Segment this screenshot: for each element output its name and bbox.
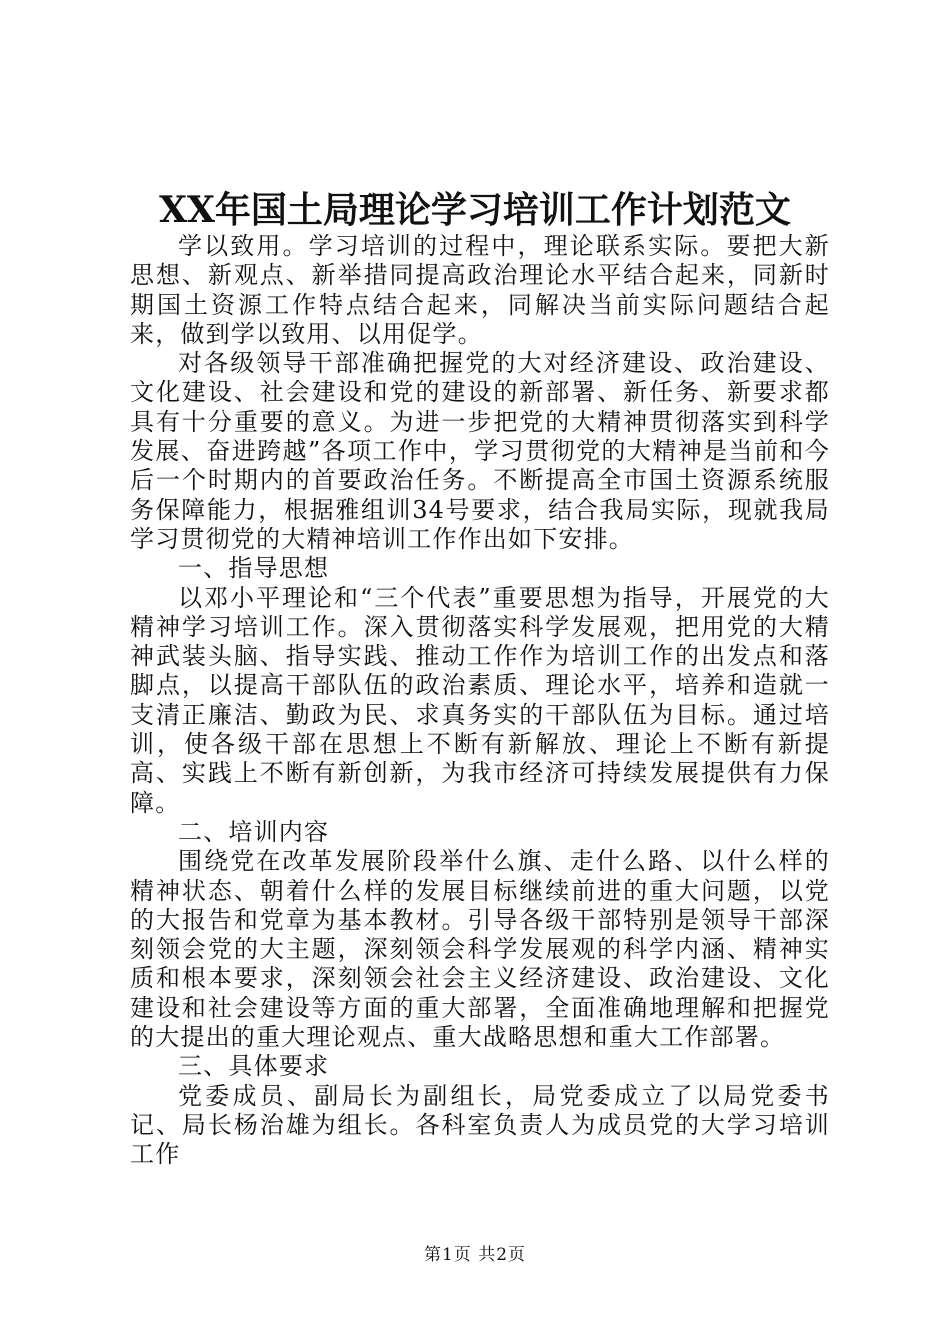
section-heading-training-content: 二、培训内容 [178, 817, 330, 846]
section-text-specific-requirements: 党委成员、副局长为副组长，局党委成立了以局党委书记、局长杨治雄为组长。各科室负责人为成员党的大学习培训工作 [130, 1081, 830, 1169]
document-body [130, 232, 830, 1170]
paragraph-study-application: 学以致用。学习培训的过程中，理论联系实际。要把大新思想、新观点、新举措同提高政治理论水平结合起来，同新时期国土资源工作特点结合起来，同解决当前实际问题结合起来，做到学以致用、以用促学。 [130, 232, 830, 348]
section-text-training-content: 围绕党在改革发展阶段举什么旗、走什么路、以什么样的精神状态、朝着什么样的发展目标继续前进的重大问题，以党的大报告和党章为基本教材。引导各级干部特别是领导干部深刻领会党的大主题，深刻领会科学发展观的科学内涵、精神实质和根本要求，深刻领会社会主义经济建设、政治建设、文化建设和社会建设等方面的重大部署，全面准确地理解和把握党的大提出的重大理论观点、重大战略思想和重大工作部署。 [130, 847, 830, 1052]
document-title: XX年国土局理论学习培训工作计划范文 [159, 189, 791, 231]
paragraph-intro: 对各级领导干部准确把握党的大对经济建设、政治建设、文化建设、社会建设和党的建设的新部署、新任务、新要求都具有十分重要的意义。为进一步把党的大精神贯彻落实到科学发展、奋进跨越”各项工作中，学习贯彻党的大精神是当前和今后一个时期内的首要政治任务。不断提高全市国土资源系统服务保障能力，根据雅组训34号要求，结合我局实际，现就我局学习贯彻党的大精神培训工作作出如下安排。 [130, 349, 830, 553]
section-text-guiding-ideology: 以邓小平理论和“三个代表”重要思想为指导，开展党的大精神学习培训工作。深入贯彻落实科学发展观，把用党的大精神武装头脑、指导实践、推动工作作为培训工作的出发点和落脚点，以提高干部队伍的政治素质、理论水平，培养和造就一支清正廉洁、勤政为民、求真务实的干部队伍为目标。通过培训，使各级干部在思想上不断有新解放、理论上不断有新提高、实践上不断有新创新，为我市经济可持续发展提供有力保障。 [130, 583, 830, 817]
section-heading-guiding-ideology: 一、指导思想 [178, 554, 330, 583]
page-footer: 第1页 共2页 [423, 1245, 527, 1265]
section-heading-specific-requirements: 三、具体要求 [178, 1052, 330, 1081]
